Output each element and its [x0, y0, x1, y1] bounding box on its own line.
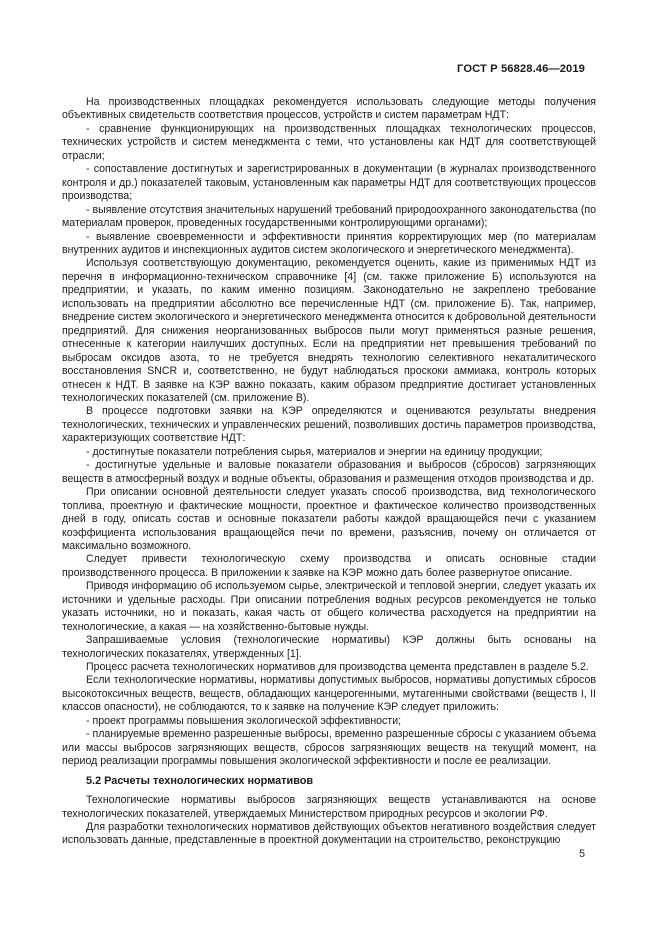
paragraph: В процессе подготовки заявки на КЭР определяются и оцениваются результаты внедрения технологических, технических и управленческих решений, позволивших достичь параметров производства, характеризующих соответствие НДТ:: [62, 405, 596, 445]
list-item: - сравнение функционирующих на производственных площадках технологических процессов, технических устройств и систем менеджмента с теми, что установлены как НДТ для соответствующей отрасли;: [62, 122, 596, 162]
paragraph: Процесс расчета технологических нормативов для производства цемента представлен в разделе 5.2.: [86, 661, 589, 674]
list-item: - сопоставление достигнутых и зарегистрированных в документации (в журналах производственного контроля и др.) показателей таковым, установленным как параметры НДТ для соответствующих процессов производства;: [62, 163, 596, 203]
paragraph: Технологические нормативы выбросов загрязняющих веществ устанавливаются на основе технологических показателей, утверждаемых Министерством природных ресурсов и экологии РФ.: [62, 794, 596, 820]
page-number: 5: [579, 848, 585, 860]
paragraph: Запрашиваемые условия (технологические нормативы) КЭР должны быть основаны на технологических показателях, утвержденных [1].: [62, 634, 596, 660]
list-item: - проект программы повышения экологической эффективности;: [86, 714, 402, 727]
paragraph: Следует привести технологическую схему производства и описать основные стадии производственного процесса. В приложении к заявке на КЭР можно дать более развернутое описание.: [62, 553, 596, 579]
paragraph: Для разработки технологических нормативов действующих объектов негативного воздействия следует использовать данные, представленные в проектной документации на строительство, реконструкцию: [62, 821, 596, 847]
list-item: - достигнутые показатели потребления сырья, материалов и энергии на единицу продукции;: [86, 445, 543, 458]
list-item: - достигнутые удельные и валовые показатели образования и выбросов (сбросов) загрязняющих веществ в атмосферный воздух и водные объекты, образования и размещения отходов производства и др.: [62, 459, 596, 485]
paragraph: Используя соответствующую документацию, рекомендуется оценить, какие из применимых НДТ из перечня в информационно-техническом справочнике [4] (см. также приложение Б) используются на предприятии, и указать, по каким именно позициям. Законодательно не закреплено требование использовать на предприятии абсолютно все перечисленные НДТ (см. приложение Б). Так, например, внедрение систем экологического и энергетического менеджмента относится к добровольной деятельности предприятий. Для снижения неорганизованных выбросов пыли могут применяться разные решения, отнесенные к категории наилучших доступных. Если на предприятии нет превышения требований по выбросам оксидов азота, то не требуется внедрять технологию селективного некаталитического восстановления SNCR и, соответственно, не будут наблюдаться проскоки аммиака, контроль которых отнесен к НДТ. В заявке на КЭР важно показать, каким образом предприятие достигает установленных технологических показателей (см. приложение В).: [62, 257, 596, 404]
document-header: ГОСТ Р 56828.46—2019: [457, 63, 585, 75]
document-body: [62, 96, 596, 848]
paragraph: При описании основной деятельности следует указать способ производства, вид технологического топлива, проектную и фактические мощности, проектное и фактическое количество производственных дней в году, описать состав и основные показатели работы каждой вращающейся печи с указанием коэффициента использования вращающейся печи по времени, разъяснив, почему он отличается от максимально возможного.: [62, 486, 596, 552]
section-heading: 5.2 Расчеты технологических нормативов: [86, 774, 314, 787]
list-item: - выявление своевременности и эффективности принятия корректирующих мер (по материалам внутренних аудитов и инспекционных аудитов систем экологического и энергетического менеджмента).: [62, 230, 596, 256]
paragraph: Если технологические нормативы, нормативы допустимых выбросов, нормативы допустимых сбросов высокотоксичных веществ, веществ, обладающих канцерогенными, мутагенными свойствами (веществ I, II классов опасности), не соблюдаются, то к заявке на получение КЭР следует приложить:: [62, 674, 596, 714]
list-item: - выявление отсутствия значительных нарушений требований природоохранного законодательства (по материалам проверок, проведенных государственными контролирующими органами);: [62, 203, 596, 230]
paragraph: Приводя информацию об используемом сырье, электрической и тепловой энергии, следует указать их источники и удельные расходы. При описании потребления водных ресурсов рекомендуется не только указать источники, но и показать, какая часть от общего количества расходуется на предприятии на технологические, а какая — на хозяйственно-бытовые нужды.: [62, 580, 596, 633]
paragraph: На производственных площадках рекомендуется использовать следующие методы получения объективных свидетельств соответствия процессов, устройств и систем параметрам НДТ:: [62, 96, 596, 122]
list-item: - планируемые временно разрешенные выбросы, временно разрешенные сбросы с указанием объема или массы выбросов загрязняющих веществ, сбросов загрязняющих веществ на текущий момент, на период реализации программы повышения экологической эффективности и после ее реализации.: [62, 728, 596, 768]
